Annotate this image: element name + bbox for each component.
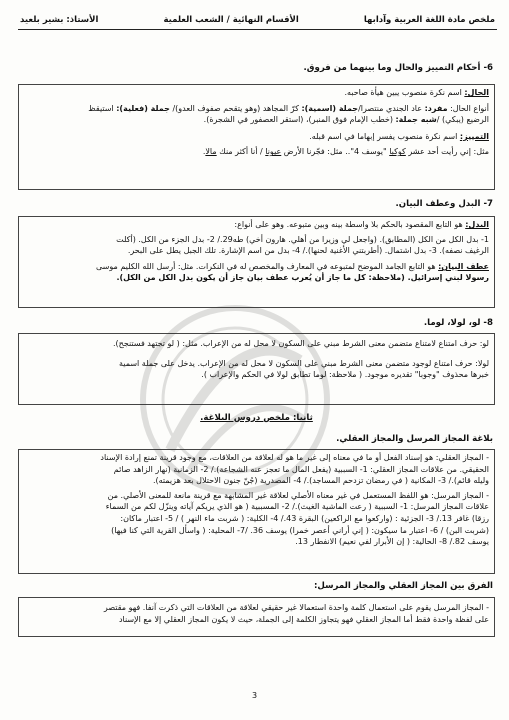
- hal-text: عاد الجندي منتصرا/: [358, 103, 425, 113]
- majaz-aqli-line: وليله قائم)./ 3- المكانية ( في رمضان تزدحم المساجد)./ 4- المصدرية (جُنّ جنون الاحتلال بعد هزيمته).: [152, 476, 489, 486]
- hal-definition: اسم نكرة منصوب يبين هيأة صاحبه.: [344, 88, 465, 97]
- majaz-aqli-line: الحقيقي. من علاقات المجاز العقلي: 1- السببية (يفعل المال ما تعجز عنه الشجاعة)./ 2- الزمانية (نهار الزاهد صائم: [113, 464, 489, 474]
- hal-text: (خطب الإمام فوق المنبر)، (استقر العصفور في الشجرة).: [203, 115, 396, 125]
- farq-line: - المجاز المرسل يقوم على استعمال كلمة واحدة استعمالا غير حقيقي لعلاقة من العلاقات التي ذكرت آنفا. فهو مقتصر: [103, 603, 489, 612]
- tamyiz-definition: اسم نكرة منصوب يفسر إبهاما في اسم قبله.: [309, 131, 460, 141]
- majaz-mursal-line: رزقا) غافر 13./ 3- الجزئية : (واركعوا مع الراكعين) البقرة 43./ 4- الكلية: ( شربت ماء النهر ) / 5- اعتبار ماكان:: [120, 513, 489, 523]
- hal-text: كرّ المجاهد (وهو يتقحم صفوف العدو)/: [169, 103, 302, 113]
- part-2-title: ثانيا: ملخص دروس البلاغة.: [200, 413, 313, 423]
- header-classes: الأقسام النهائية / الشعب العلمية: [163, 15, 299, 25]
- tamyiz-word: كوكبا: [389, 147, 406, 157]
- section-7-box: [18, 216, 495, 308]
- majaz-mursal-line: علاقات المجاز المرسل: 1- السببية ( رعت الماشية الغيث)./ 2- المسببية ( هو الذي يريكم آياته وينزّل لكم من السماء: [105, 502, 489, 512]
- tamyiz-example: / أنا أكثر منك: [216, 147, 266, 157]
- hal-ismiya: جملة (اسمية):: [301, 103, 359, 113]
- tamyiz-word: مالا: [205, 147, 217, 157]
- header-subject: ملخص مادة اللغة العربية وآدابها: [363, 15, 495, 25]
- balagha-title: بلاغة المجاز المرسل والمجاز العقلي.: [336, 434, 493, 444]
- section-8-box: [18, 333, 495, 405]
- majaz-mursal-line: - المجاز المرسل: هو اللفظ المستعمل في غير معناه الأصلي لعلاقة غير المشابهة مع قرينة مانعة للمعنى الأصلي. من: [107, 490, 489, 500]
- section-7-title: 7- البدل وعطف البيان.: [395, 199, 493, 209]
- balagha-box: [18, 449, 495, 574]
- hal-shibh: شبه جملة:: [395, 115, 437, 125]
- badal-label: البدل:: [465, 220, 489, 229]
- atf-label: عطف البيان:: [438, 261, 489, 271]
- majaz-mursal-line: (شربت البن) / 6- اعتبار ما سيكون: ( إني أراني أعصر خمرا) يوسف 36. /7- المحلية: ( واسأل القرية التي كنا فيها): [111, 525, 489, 535]
- page-header: [20, 14, 495, 26]
- tamyiz-example: "يوسف 4".. مثل: فجّرنا الأرض: [281, 147, 390, 157]
- hal-mufrad: مفرد:: [424, 103, 448, 113]
- farq-line: على لفظة واحدة فقط أما المجاز العقلي فهو يتجاوز الكلمة إلى الجملة، حيث لا يكون المجاز العقلي إلا مع الإسناد: [118, 614, 489, 624]
- tamyiz-label: التمييز:: [459, 131, 489, 141]
- hal-fiiliya: جملة (فعلية):: [116, 103, 170, 113]
- farq-box: [18, 597, 495, 637]
- atf-definition: هو التابع الجامد الموضح لمتبوعه في المعارف والمخصص له في النكرات. مثل: أرسل الله الكليم موسى: [96, 261, 439, 271]
- section-6-title: 6- أحكام التمييز والحال وما بينهما من فروق.: [303, 63, 493, 73]
- tamyiz-example: مثل: إني رأيت أحد عشر: [405, 147, 489, 157]
- section-6-box: [18, 84, 495, 190]
- hal-types-intro: أنواع الحال:: [447, 103, 489, 113]
- atf-note: رسولا لبني إسرائيل. (ملاحظة: كل ما جاز أن يُعرب عطف بيان جاز أن يكون بدل الكل من الكل).: [116, 273, 489, 283]
- section-8-title: 8- لو، لولا، لوما.: [423, 318, 493, 328]
- badal-definition: هو التابع المقصود بالحكم بلا واسطة بينه وبين متبوعه. وهو على أنواع:: [234, 220, 466, 229]
- page-number: 3: [251, 691, 258, 700]
- tamyiz-word: عيونا: [265, 147, 282, 157]
- badal-types-line: 1- بدل الكل من الكل (المطابق). (واجعل لي وزيرا من أهلي. هارون أخي) طه29./ 2- بدل الجزء من الكل. (أكلت: [116, 234, 489, 244]
- farq-title: الفرق بين المجاز العقلي والمجاز المرسل:: [313, 581, 493, 591]
- tamyiz-example: .: [202, 147, 206, 157]
- badal-types-line: الرغيف نصفه). 3- بدل اشتمال. (أطربتني الأغنية لحنها)./ 4- بدل من اسم الإشارة. تلك الجبل يطل على البحر.: [127, 246, 489, 256]
- header-divider: [18, 29, 497, 30]
- law-definition: لو: حرف امتناع لامتناع متضمن معنى الشرط مبني على السكون لا محل له من الإعراب. مثل: ( لو تجتهد فستنجح).: [112, 339, 489, 348]
- majaz-aqli-line: - المجاز العقلي: هو إسناد الفعل أو ما في معناه إلى غير ما هو له لعلاقة من العلاقات، مع وجود قرينة تمنع إرادة الإسناد: [100, 453, 489, 462]
- hal-text: الرضيع (يبكي) /: [436, 115, 489, 125]
- lawla-note: خبرها محذوف "وجوبا" تقديره موجود. ( ملاحظة: لوما تطابق لولا في الحكم والإعراب ).: [201, 370, 489, 380]
- hal-text: استيقظ: [88, 103, 117, 113]
- majaz-mursal-line: يوسف 82./ 8- الحالية: ( إن الأبرار لفي نعيم) الانفطار 13.: [295, 537, 489, 547]
- hal-label: الحال:: [464, 88, 489, 97]
- lawla-definition: لولا: حرف امتناع لوجود متضمن معنى الشرط مبني على السكون لا محل له من الإعراب. يدخل على جملة اسمية: [118, 358, 489, 368]
- header-teacher: الأستاذ: بشير بلعيد: [20, 15, 99, 25]
